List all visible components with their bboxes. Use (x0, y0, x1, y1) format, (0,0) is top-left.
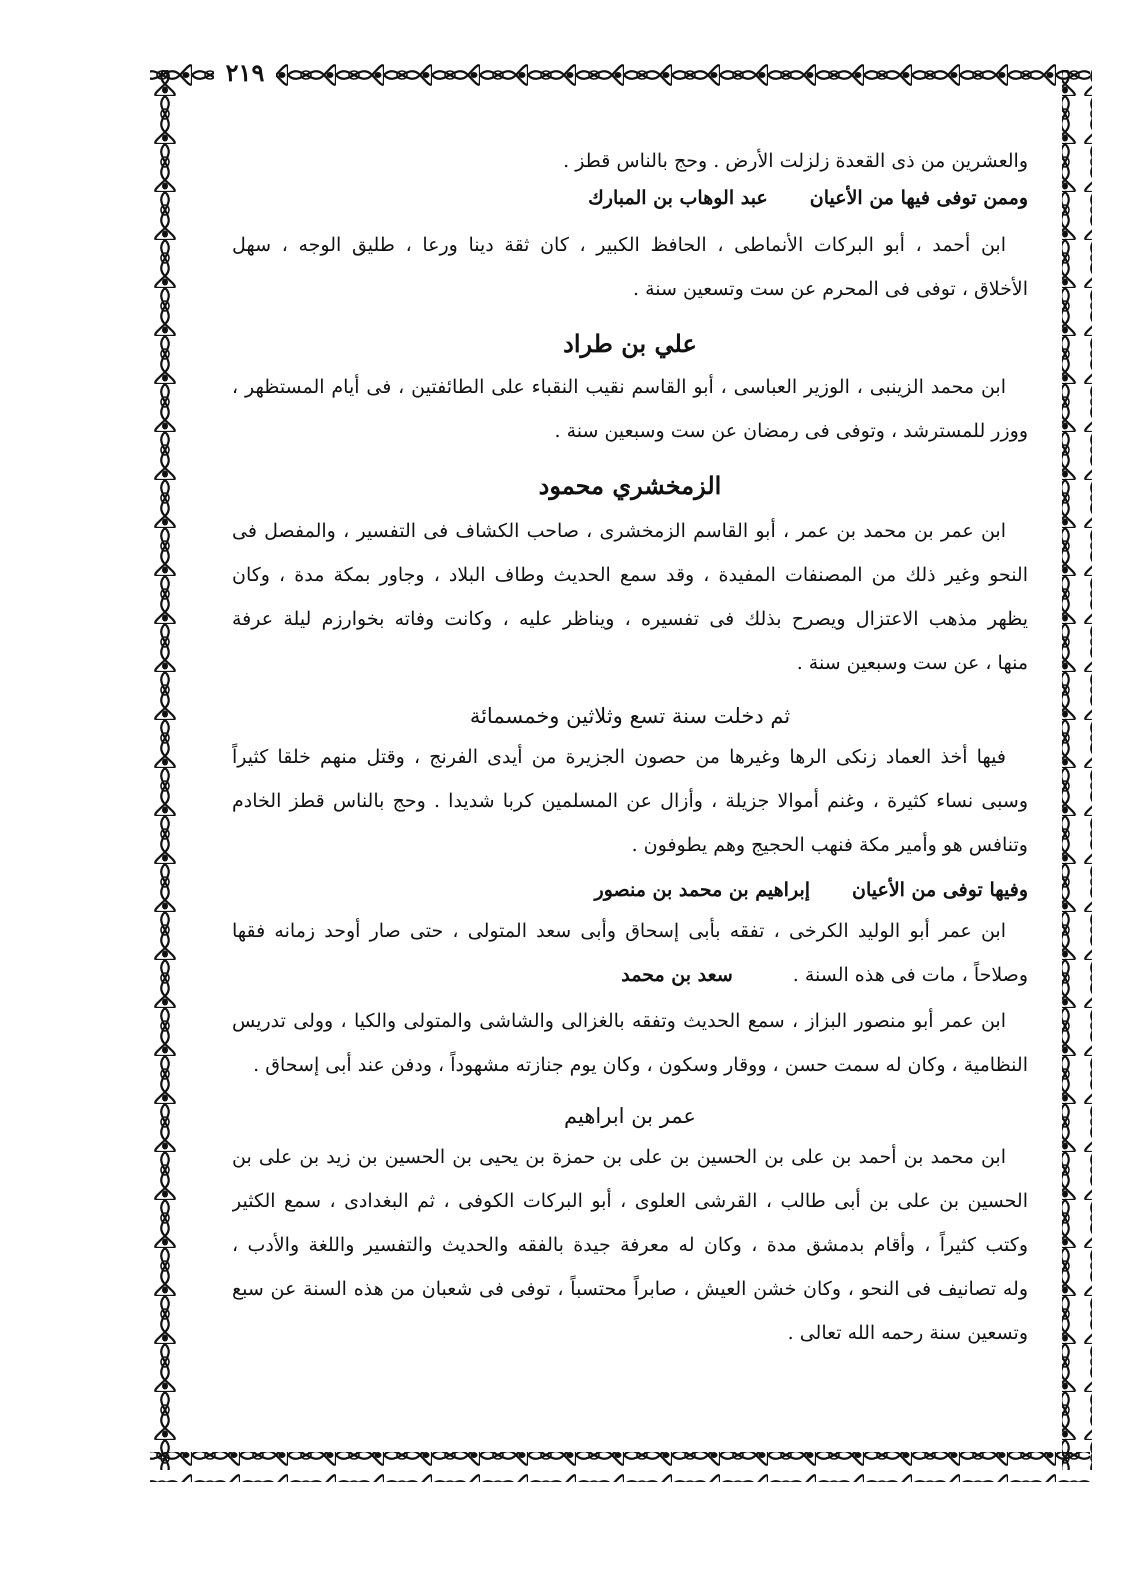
text-line: الحسين بن على بن أبى طالب ، القرشى العلوى ، أبو البركات الكوفى ، ثم البغدادى ، سمع الكثير (232, 1190, 1028, 1212)
text-line: والعشرين من ذى القعدة زلزلت الأرض . وحج بالناس قطز . (563, 150, 1028, 172)
text-line: ابن عمر بن محمد بن عمر ، أبو القاسم الزمخشرى ، صاحب الكشاف فى التفسير ، والمفصل فى (232, 520, 1006, 542)
text-line: النحو وغير ذلك من المصنفات المفيدة ، وقد سمع الحديث وطاف البلاد ، وجاور بمكة مدة ، وكان (232, 564, 1028, 586)
text-line: ابن عمر أبو الوليد الكرخى ، تفقه بأبى إسحاق وأبى سعد المتولى ، حتى صار أوحد زمانه فقها (232, 920, 1006, 942)
text-line: ابن عمر أبو منصور البزاز ، سمع الحديث وتفقه بالغزالى والشاشى والمتولى والكيا ، وولى تدريس (232, 1010, 1006, 1032)
text-line: وتسعين سنة رحمه الله تعالى . (787, 1322, 1028, 1344)
person-name: إبراهيم بن محمد بن منصور (594, 879, 811, 901)
text-line: يظهر مذهب الاعتزال ويصرح بذلك فى تفسيره ، ويناظر عليه ، وكانت وفاته بخوارزم ليلة عرفة (232, 608, 1028, 630)
text-line (232, 958, 1028, 992)
person-name: عبد الوهاب بن المبارك (588, 187, 768, 209)
text-line: ابن محمد الزينبى ، الوزير العباسى ، أبو القاسم نقيب النقباء على الطائفتين ، فى أيام المستظهر ، (232, 376, 1006, 398)
deaths-intro-line (232, 872, 1028, 908)
section-heading: عمر بن ابراهيم (564, 1104, 696, 1128)
intro-text: وفيها توفى من الأعيان (852, 879, 1028, 901)
person-name: سعد بن محمد (621, 964, 733, 986)
page-number: ٢١٩ (214, 56, 276, 90)
text-line: وتنافس هو وأمير مكة فنهب الحجيج وهم يطوفون . (631, 834, 1028, 856)
text-line: ابن أحمد ، أبو البركات الأنماطى ، الحافظ الكبير ، كان ثقة دينا ورعا ، طليق الوجه ، سهل (232, 234, 1006, 256)
deaths-intro-line (232, 180, 1028, 216)
section-heading: ثم دخلت سنة تسع وثلاثين وخمسمائة (469, 704, 791, 728)
text-line: الأخلاق ، توفى فى المحرم عن ست وتسعين سنة . (633, 278, 1028, 300)
text-line: وسبى نساء كثيرة ، وغنم أموالا جزيلة ، وأزال عن المسلمين كربا شديدا . وحج بالناس قطز الخادم (232, 790, 1028, 812)
text-line: وله تصانيف فى النحو ، وكان خشن العيش ، صابراً محتسباً ، توفى فى شعبان من هذه السنة عن سبع (232, 1278, 1028, 1300)
text-line: ابن محمد بن أحمد بن على بن الحسين بن على بن حمزة بن يحيى بن الحسين بن زيد بن على بن (232, 1146, 1006, 1168)
intro-text: وممن توفى فيها من الأعيان (809, 187, 1028, 209)
text-line: وكتب كثيراً ، وأقام بدمشق مدة ، وكان له معرفة جيدة بالفقه والحديث والتفسير واللغة والأدب ، (232, 1234, 1028, 1256)
section-heading: الزمخشري محمود (538, 471, 722, 500)
text-line: ووزر للمسترشد ، وتوفى فى رمضان عن ست وسبعين سنة . (554, 420, 1028, 442)
text-line: النظامية ، وكان له سمت حسن ، ووقار وسكون ، وكان يوم جنازته مشهوداً ، ودفن عند أبى إسحاق . (253, 1054, 1028, 1076)
line-text: وصلاحاً ، مات فى هذه السنة . (792, 964, 1028, 986)
text-line: فيها أخذ العماد زنكى الرها وغيرها من حصون الجزيرة من أيدى الفرنج ، وقتل منهم خلقا كثيراً (232, 746, 1006, 768)
section-heading: علي بن طراد (563, 329, 697, 358)
text-block (232, 144, 1028, 1434)
text-line: منها ، عن ست وسبعين سنة . (796, 652, 1028, 674)
